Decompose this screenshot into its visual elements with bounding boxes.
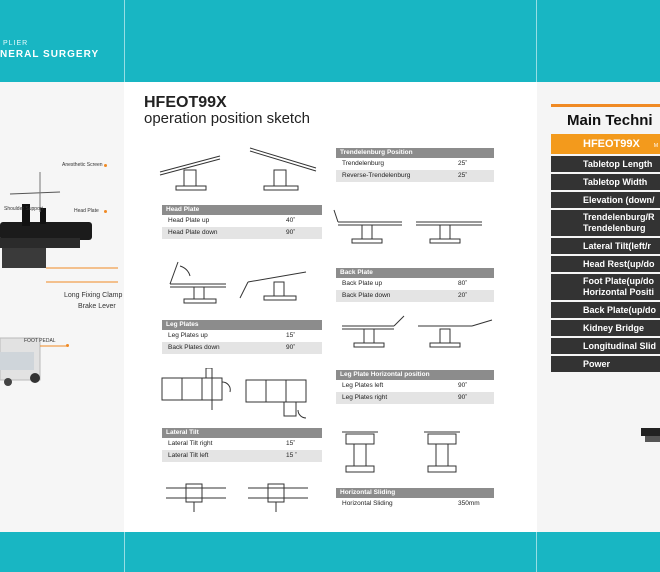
bottom-teal-band [0,532,660,572]
spec-row [336,380,494,392]
spec-label: Reverse-Trendelenburg [342,172,411,179]
spec-row [162,342,322,354]
callout-dot-icon [66,344,69,347]
spec-value: 90˚ [458,394,468,401]
spec-row [162,438,322,450]
spec-value: 15˚ [286,440,296,447]
head-plate-section [162,205,322,239]
spec-value: 90˚ [286,344,296,351]
callout-dot-icon [104,210,107,213]
spec-value: 25˚ [458,172,468,179]
spec-label: Lateral Tilt right [168,440,213,447]
spec-row [336,158,494,170]
position-sketch-panel [124,82,536,532]
spec-label: Leg Plates right [342,394,388,401]
leg-plate-horizontal-section [336,370,494,404]
brand-category-text: NERAL SURGERY [0,49,100,60]
spec-row [336,498,494,510]
spec-value: 90˚ [286,229,296,236]
spec-item: Elevation (down/ [551,192,660,208]
model-name: HFEOT99X [583,138,640,150]
back-plate-section [336,268,494,302]
spec-value: 20˚ [458,292,468,299]
spec-value: 15˚ [286,332,296,339]
leg-plates-sketch [156,368,326,424]
section-header: Horizontal Sliding [336,488,494,498]
model-bar [551,134,660,154]
spec-value: 80˚ [458,280,468,287]
spec-item: Back Plate(up/do [551,302,660,318]
spec-label: Head Plate down [168,229,218,236]
spec-item: Trendelenburg/R Trendelenburg [551,210,660,236]
callout-shoulder-support: Shoulder Support [4,206,43,212]
section-header: Head Plate [162,205,322,215]
callout-head-plate: Head Plate [74,208,99,214]
callout-brake-lever: Brake Lever [78,303,116,310]
trendelenburg-sketch [332,202,502,252]
page-title: HFEOT99X [144,94,227,111]
trendelenburg-section [336,148,494,182]
spec-row [336,170,494,182]
spec-row [336,290,494,302]
section-header: Leg Plates [162,320,322,330]
spec-row [162,330,322,342]
spec-value: 40˚ [286,217,296,224]
spec-label: Back Plates down [168,344,220,351]
left-product-panel [0,82,124,532]
spec-value: 25˚ [458,160,468,167]
callout-foot-pedal: FOOT PEDAL [24,338,56,344]
leg-plates-section [162,320,322,354]
spec-item: Foot Plate(up/do Horizontal Positi [551,274,660,300]
lateral-tilt-section [162,428,322,462]
section-header: Lateral Tilt [162,428,322,438]
back-plate-sketch [332,314,502,360]
spec-value: 90˚ [458,382,468,389]
section-header: Trendelenburg Position [336,148,494,158]
section-header: Back Plate [336,268,494,278]
spec-value: 15 ˚ [286,452,298,459]
spec-value: 350mm [458,500,480,507]
callout-dot-icon [104,164,107,167]
spec-item: Longitudinal Slid [551,338,660,354]
spec-item: Head Rest(up/do [551,256,660,272]
spec-row [162,215,322,227]
lateral-tilt-sketch [156,478,326,518]
leg-plate-horizontal-sketch [332,428,502,478]
spec-list [551,156,660,374]
spec-row [162,450,322,462]
callout-anesthetic-screen: Anesthetic Screen [62,162,103,168]
spec-label: Back Plate up [342,280,383,287]
brand-supplier-text: PLIER [3,40,29,47]
spec-label: Lateral Tilt left [168,452,209,459]
spec-item: Tabletop Length [551,156,660,172]
spec-label: Back Plate down [342,292,391,299]
spec-item: Kidney Bridge [551,320,660,336]
top-teal-band [0,0,660,82]
spec-row [336,392,494,404]
spec-item: Lateral Tilt(left/r [551,238,660,254]
spec-item: Power [551,356,660,372]
callout-long-fixing-clamp: Long Fixing Clamp [64,292,123,299]
spec-label: Leg Plates left [342,382,384,389]
spec-label: Leg Plates up [168,332,208,339]
spec-label: Horizontal Sliding [342,500,393,507]
model-suffix: M [653,143,659,149]
spec-label: Trendelenburg [342,160,385,167]
section-header: Leg Plate Horizontal position [336,370,494,380]
spec-item: Tabletop Width [551,174,660,190]
horizontal-sliding-section [336,488,494,510]
title-accent-bar [551,104,660,107]
technical-title: Main Techni [567,112,653,129]
table-tilt-sketch [156,142,326,192]
spec-row [162,227,322,239]
head-plate-sketch [156,256,326,306]
spec-label: Head Plate up [168,217,210,224]
spec-row [336,278,494,290]
page-subtitle: operation position sketch [144,110,310,127]
table-thumbnail [637,420,660,450]
main-technical-panel [537,82,660,532]
